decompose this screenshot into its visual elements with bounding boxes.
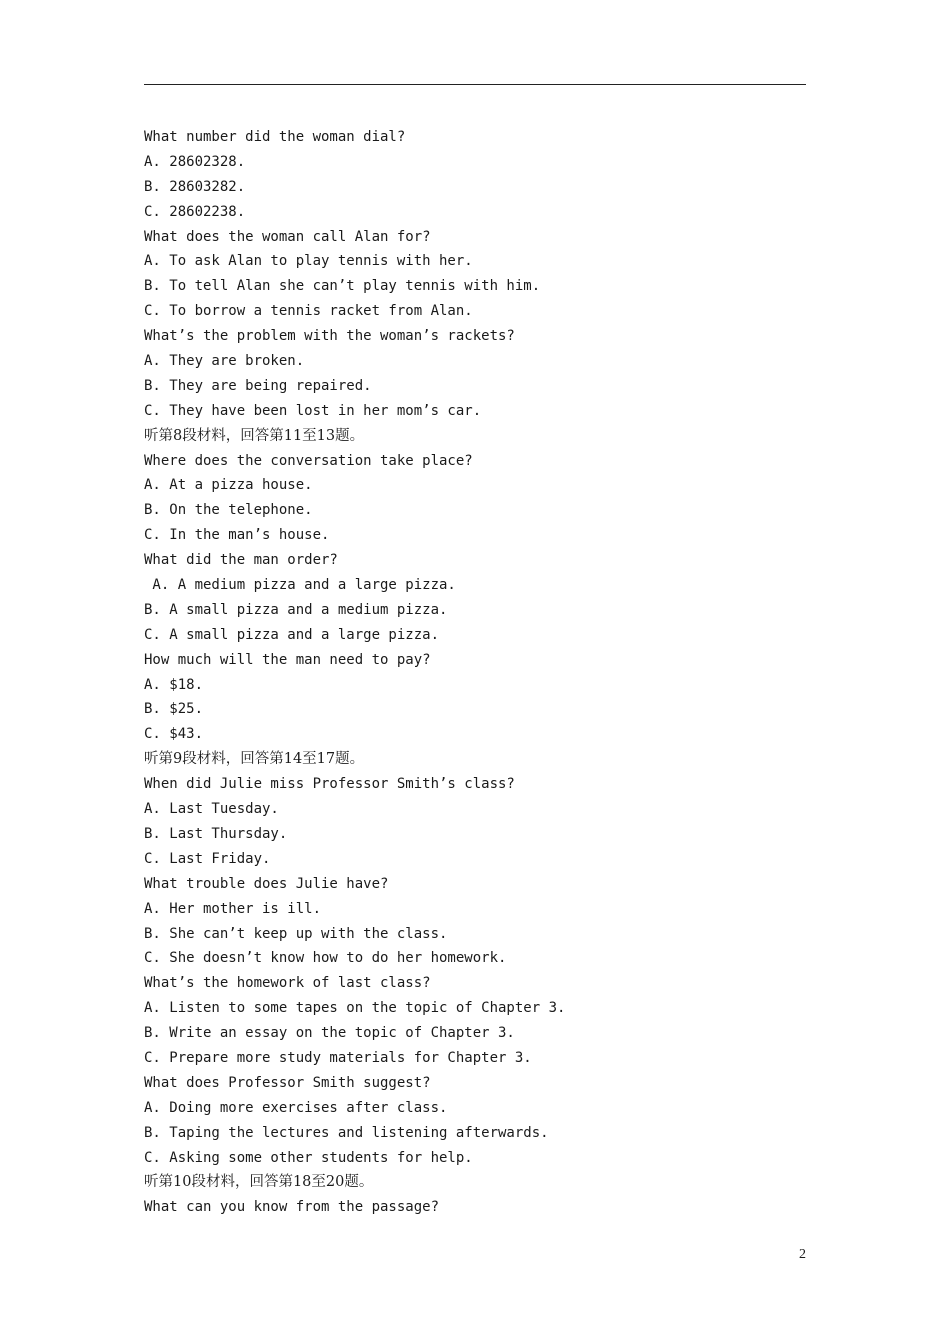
section-heading: 听第10段材料，回答第18至20题。 (144, 1174, 374, 1191)
answer-option: A. A medium pizza and a large pizza. (144, 577, 456, 594)
answer-option: A. 28602328. (144, 153, 246, 170)
question-text: Where does the conversation take place? (144, 452, 473, 469)
question-text: What did the man order? (144, 552, 338, 569)
document-body (144, 125, 824, 1220)
answer-option: A. To ask Alan to play tennis with her. (144, 253, 473, 270)
answer-option: C. 28602238. (144, 203, 246, 220)
section-heading: 听第9段材料，回答第14至17题。 (144, 751, 365, 768)
answer-option: A. At a pizza house. (144, 477, 313, 494)
answer-option: A. Doing more exercises after class. (144, 1099, 448, 1116)
section-heading: 听第8段材料，回答第11至13题。 (144, 427, 365, 444)
page-number: 2 (799, 1247, 806, 1262)
answer-option: B. They are being repaired. (144, 377, 372, 394)
answer-option: B. Last Thursday. (144, 825, 288, 842)
question-text: What can you know from the passage? (144, 1199, 440, 1216)
answer-option: B. She can’t keep up with the class. (144, 925, 448, 942)
question-text: What does the woman call Alan for? (144, 228, 431, 245)
question-text: When did Julie miss Professor Smith’s class? (144, 776, 515, 793)
answer-option: A. Last Tuesday. (144, 801, 279, 818)
answer-option: A. They are broken. (144, 353, 305, 370)
answer-option: C. To borrow a tennis racket from Alan. (144, 303, 473, 320)
answer-option: C. They have been lost in her mom’s car. (144, 402, 482, 419)
question-text: What’s the problem with the woman’s rackets? (144, 328, 515, 345)
question-text: What number did the woman dial? (144, 129, 406, 145)
question-text: What does Professor Smith suggest? (144, 1074, 431, 1091)
answer-option: C. Prepare more study materials for Chapter 3. (144, 1049, 532, 1066)
answer-option: C. Asking some other students for help. (144, 1149, 473, 1166)
answer-option: B. Write an essay on the topic of Chapter 3. (144, 1025, 515, 1042)
answer-option: B. Taping the lectures and listening afterwards. (144, 1124, 549, 1141)
answer-option: A. Her mother is ill. (144, 900, 322, 917)
answer-option: C. In the man’s house. (144, 527, 330, 544)
answer-option: C. A small pizza and a large pizza. (144, 626, 440, 643)
answer-option: B. To tell Alan she can’t play tennis with him. (144, 278, 541, 295)
answer-option: B. On the telephone. (144, 502, 313, 519)
answer-option: B. A small pizza and a medium pizza. (144, 601, 448, 618)
question-text: What trouble does Julie have? (144, 875, 389, 892)
question-text: How much will the man need to pay? (144, 651, 431, 668)
header-rule (144, 84, 806, 85)
answer-option: C. She doesn’t know how to do her homework. (144, 950, 507, 967)
answer-option: C. $43. (144, 726, 204, 743)
question-text: What’s the homework of last class? (144, 975, 431, 992)
answer-option: A. $18. (144, 676, 204, 693)
answer-option: B. 28603282. (144, 178, 246, 195)
answer-option: C. Last Friday. (144, 850, 271, 867)
answer-option: A. Listen to some tapes on the topic of Chapter 3. (144, 1000, 566, 1017)
answer-option: B. $25. (144, 701, 204, 718)
